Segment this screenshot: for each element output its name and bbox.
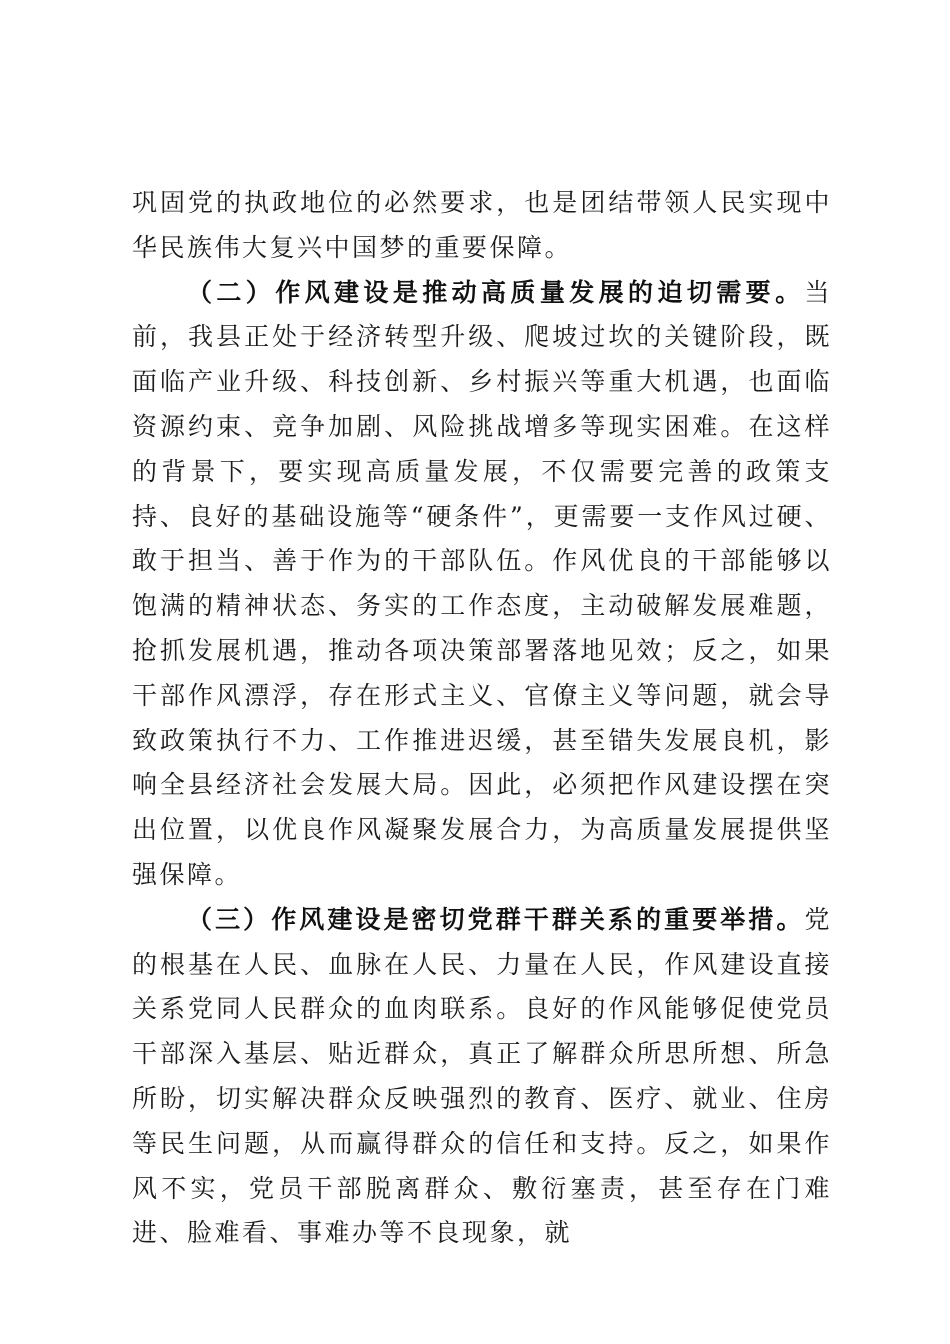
document-body — [132, 181, 832, 1256]
section-heading: （三）作风建设是密切党群干群关系的重要举措。 — [187, 904, 805, 934]
paragraph-text: 党的根基在人民、血脉在人民、力量在人民，作风建设直接关系党同人民群众的血肉联系。良好的作风能够促使党员干部深入基层、贴近群众，真正了解群众所思所想、所急所盼，切实解决群众反映强烈的教育、医疗、就业、住房等民生问题，从而赢得群众的信任和支持。反之，如果作风不实，党员干部脱离群众、敷衍塞责，甚至存在门难进、脸难看、事难办等不良现象，就 — [132, 904, 832, 1248]
paragraph-text: 当前，我县正处于经济转型升级、爬坡过坎的关键阶段，既面临产业升级、科技创新、乡村振兴等重大机遇，也面临资源约束、竞争加剧、风险挑战增多等现实困难。在这样的背景下，要实现高质量发展，不仅需要完善的政策支持、良好的基础设施等“硬条件”，更需要一支作风过硬、敢于担当、善于作为的干部队伍。作风优良的干部能够以饱满的精神状态、务实的工作态度，主动破解发展难题，抢抓发展机遇，推动各项决策部署落地见效；反之，如果干部作风漂浮，存在形式主义、官僚主义等问题，就会导致政策执行不力、工作推进迟缓，甚至错失发展良机，影响全县经济社会发展大局。因此，必须把作风建设摆在突出位置，以优良作风凝聚发展合力，为高质量发展提供坚强保障。 — [132, 277, 832, 889]
paragraph-section-3 — [132, 898, 832, 1256]
section-heading: （二）作风建设是推动高质量发展的迫切需要。 — [187, 277, 805, 307]
paragraph-continuation — [132, 181, 832, 271]
paragraph-text: 巩固党的执政地位的必然要求，也是团结带领人民实现中华民族伟大复兴中国梦的重要保障。 — [132, 188, 832, 262]
paragraph-section-2 — [132, 271, 832, 898]
